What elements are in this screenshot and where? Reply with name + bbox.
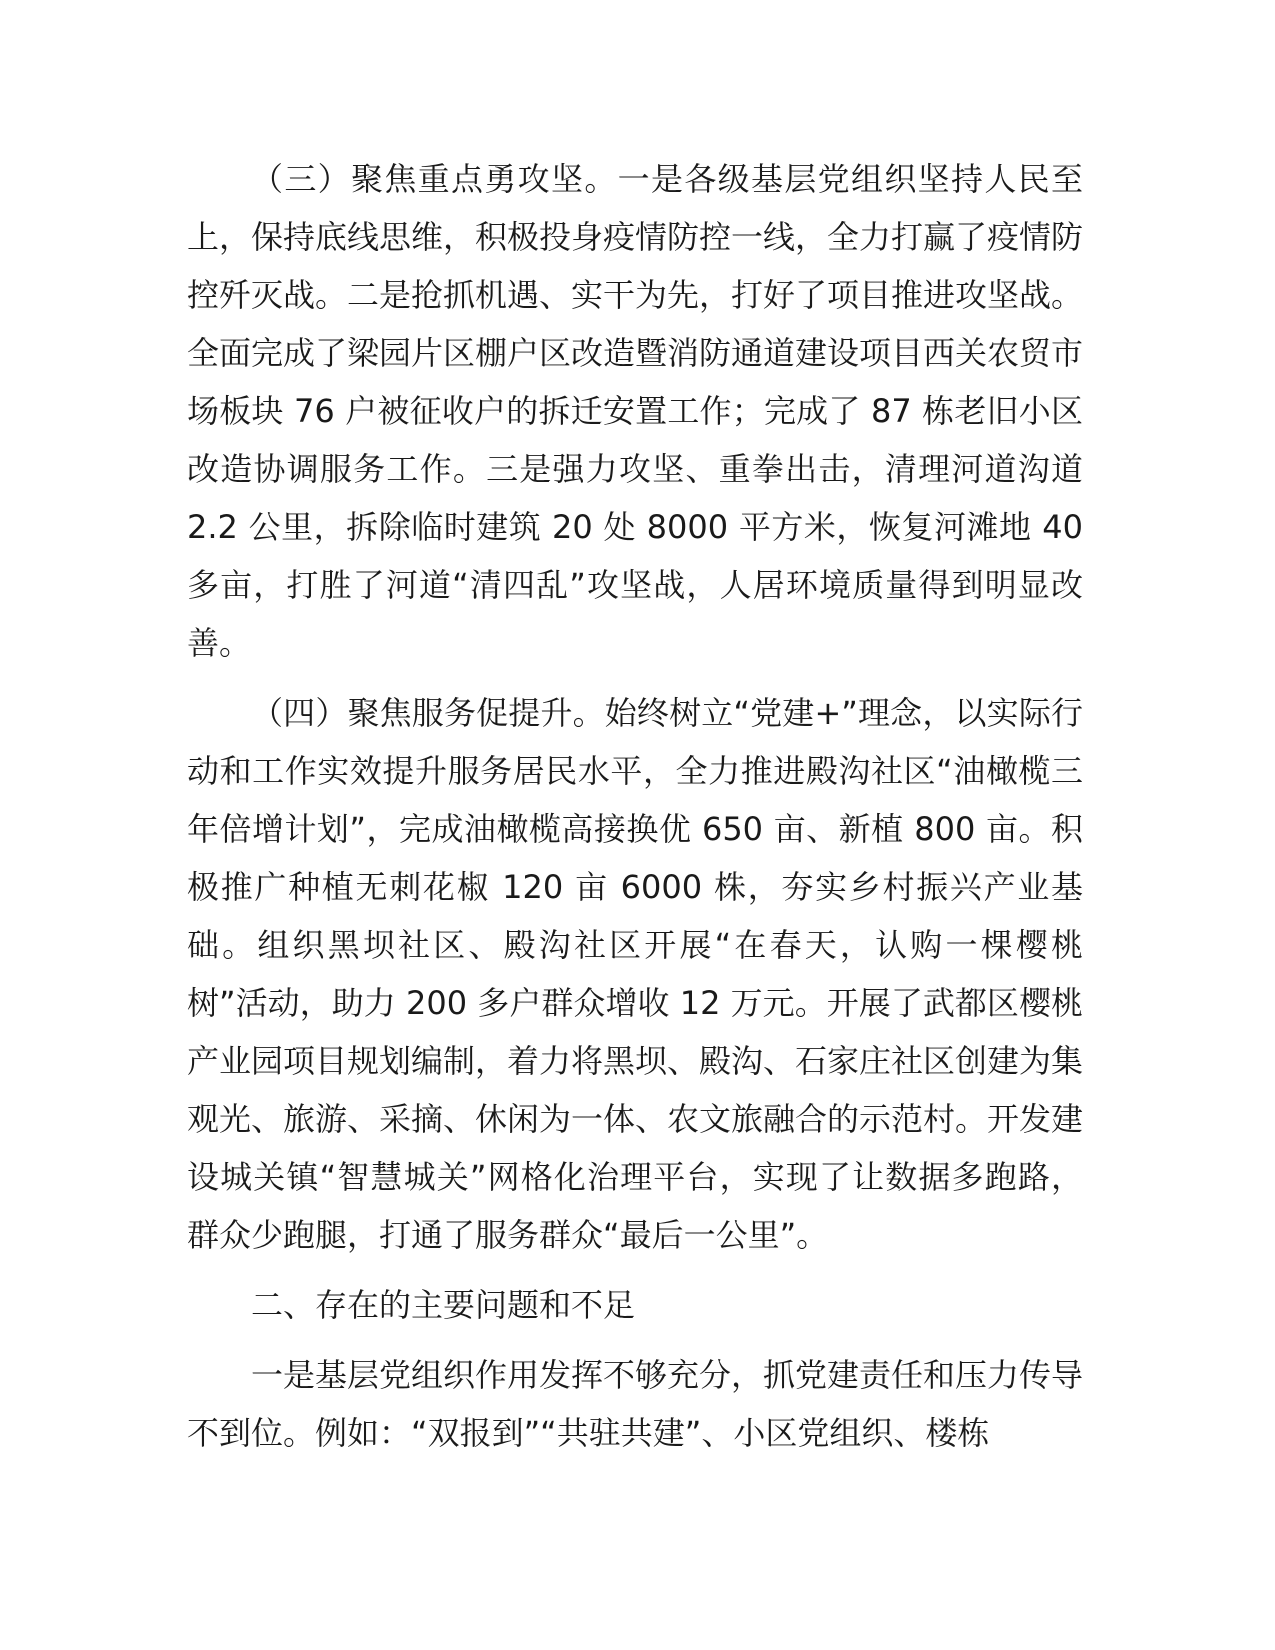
section-heading-problems: 二、存在的主要问题和不足 — [251, 1286, 636, 1324]
document-body — [187, 150, 1083, 1474]
paragraph-problem-1: 一是基层党组织作用发挥不够充分，抓党建责任和压力传导不到位。例如：“双报到”“共驻共建”、小区党组织、楼栋 — [187, 1356, 1084, 1452]
paragraph-section-4: （四）聚焦服务促提升。始终树立“党建+”理念，以实际行动和工作实效提升服务居民水平，全力推进殿沟社区“油橄榄三年倍增计划”，完成油橄榄高接换优 650 亩、新植 800 亩。积极推广种植无刺花椒 120 亩 6000 株，夯实乡村振兴产业基础。组织黑坝社区、殿沟社区开展“在春天，认购一棵樱桃树”活动，助力 200 多户群众增收 12 万元。开展了武都区樱桃产业园项目规划编制，着力将黑坝、殿沟、石家庄社区创建为集观光、旅游、采摘、休闲为一体、农文旅融合的示范村。开发建设城关镇“智慧城关”网格化治理平台，实现了让数据多跑路，群众少跑腿，打通了服务群众“最后一公里”。 — [187, 694, 1084, 1254]
paragraph-section-3: （三）聚焦重点勇攻坚。一是各级基层党组织坚持人民至上，保持底线思维，积极投身疫情防控一线，全力打赢了疫情防控歼灭战。二是抢抓机遇、实干为先，打好了项目推进攻坚战。全面完成了梁园片区棚户区改造暨消防通道建设项目西关农贸市场板块 76 户被征收户的拆迁安置工作；完成了 87 栋老旧小区改造协调服务工作。三是强力攻坚、重拳出击，清理河道沟道 2.2 公里，拆除临时建筑 20 处 8000 平方米，恢复河滩地 40 多亩，打胜了河道“清四乱”攻坚战，人居环境质量得到明显改善。 — [187, 160, 1084, 662]
